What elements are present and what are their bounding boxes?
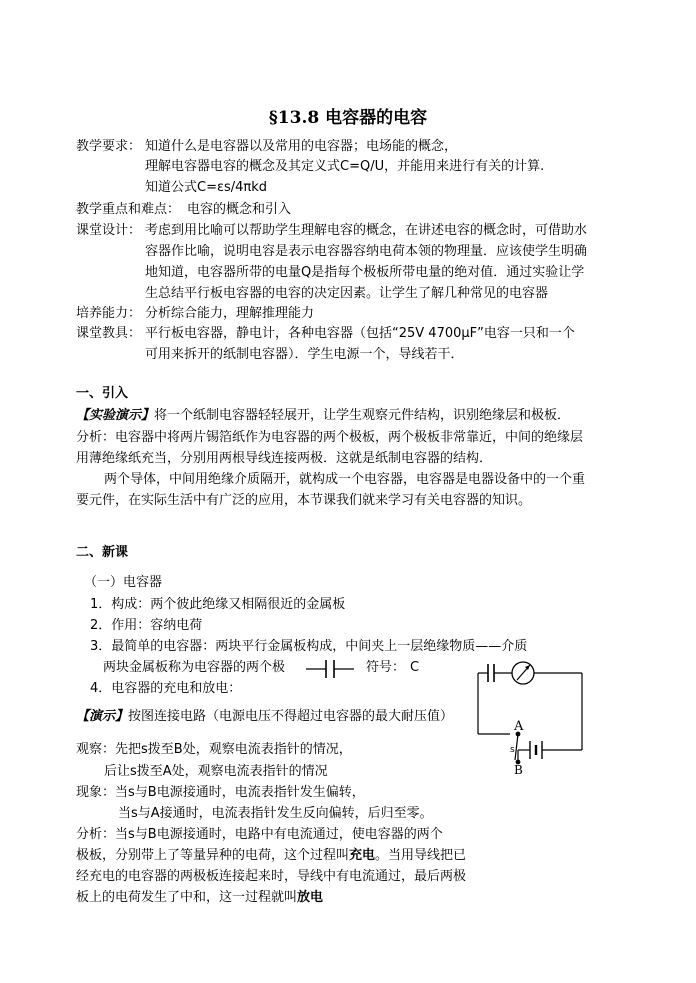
design-line-3: 地知道，电容器所带的电量Q是指每个极板所带电量的绝对值．通过实验让学: [145, 265, 585, 280]
battery-icon: [530, 741, 542, 759]
analysis2-line-2: [76, 848, 466, 864]
design-line-4: 生总结平行板电容器的电容的决定因素。让学生了解几种常见的电容器: [145, 286, 549, 301]
item-2: 2．作用：容纳电荷: [90, 618, 203, 633]
item-3-continued: 两块金属板称为电容器的两个极: [103, 660, 286, 675]
item-4: 4．电容器的充电和放电：: [90, 681, 242, 696]
tools-line-2: 可用来拆开的纸制电容器）．学生电源一个，导线若干．: [145, 347, 464, 362]
requirements-line-2: 理解电容器电容的概念及其定义式C=Q/U，并能用来进行有关的计算.: [145, 159, 545, 174]
phenomenon-line-2: 当s与A接通时，电流表指针发生反向偏转，后归至零。: [118, 806, 433, 821]
demo-paragraph: [76, 408, 570, 424]
discharge-term: 放电: [297, 890, 324, 905]
demo2-tag: 【演示】: [76, 709, 129, 724]
demo-text: 将一个纸制电容器轻轻展开，让学生观察元件结构，识别绝缘层和极板．: [154, 408, 571, 423]
galvanometer-icon: [512, 662, 534, 684]
analysis-line-2: 用薄绝缘纸充当，分别用两根导线连接两极．这就是纸制电容器的结构．: [76, 451, 493, 466]
label-s: s: [510, 745, 515, 755]
newlesson-heading: 二、新课: [76, 545, 129, 560]
circuit-diagram: [470, 650, 590, 780]
requirements-label: 教学要求：: [76, 139, 142, 154]
design-label: 课堂设计：: [76, 223, 142, 238]
item-3: 3．最简单的电容器：两块平行金属板构成，中间夹上一层绝缘物质——介质: [90, 639, 528, 654]
demo2-text: 按图连接电路（电源电压不得超过电容器的最大耐压值）: [128, 709, 454, 724]
key-points-label: 教学重点和难点：: [76, 202, 181, 217]
analysis-line-1: 分析：电容器中将两片锡箔纸作为电容器的两个极板，两个极板非常靠近，中间的绝缘层: [76, 430, 584, 445]
circuit-capacitor-icon: [488, 664, 494, 682]
page-title: §13.8 电容器的电容: [268, 108, 428, 128]
tools-line-1: 平行板电容器，静电计，各种电容器（包括“25V 4700μF”电容一只和一个: [145, 326, 575, 341]
label-a: A: [514, 719, 524, 734]
demo2-paragraph: [76, 709, 453, 725]
intro-para-line-2: 要元件，在实际生活中有广泛的应用，本节课我们就来学习有关电容器的知识。: [76, 493, 532, 508]
analysis2-line-3: 经充电的电容器的两极板连接起来时，导线中有电流通过，最后两极: [76, 869, 467, 884]
demo-tag: 【实验演示】: [76, 408, 155, 423]
analysis2-line-1: 分析：当s与B电源接通时，电路中有电流通过，使电容器的两个: [76, 827, 443, 842]
design-line-2: 容器作比喻，说明电容是表示电容器容纳电荷本领的物理量．应该使学生明确: [145, 244, 588, 259]
subsection-title: （一）电容器: [84, 575, 163, 590]
observe-line-2: 后让s拨至A处，观察电流表指针的情况: [104, 764, 328, 779]
charge-term: 充电: [349, 848, 376, 863]
intro-heading: 一、引入: [76, 386, 129, 401]
requirements-line-3: 知道公式C=εs/4πkd: [145, 180, 268, 195]
analysis2-line-4-text: 板上的电荷发生了中和，这一过程就叫: [76, 890, 298, 905]
analysis2-line-2-end: 。当用导线把已: [375, 848, 467, 863]
key-points-text: 电容的概念和引入: [187, 202, 292, 217]
design-line-1: 考虑到用比喻可以帮助学生理解电容的概念，在讲述电容的概念时，可借助水: [145, 223, 588, 238]
analysis2-line-4: [76, 890, 323, 906]
intro-para-line-1: 两个导体，中间用绝缘介质隔开，就构成一个电容器，电容器是电器设备中的一个重: [104, 472, 586, 487]
label-b: B: [514, 763, 523, 777]
capacitor-symbol-icon: [306, 658, 356, 680]
requirements-line-1: 知道什么是电容器以及常用的电容器；电场能的概念，: [145, 139, 458, 154]
tools-label: 课堂教具：: [76, 326, 142, 341]
analysis2-line-2-text: 极板，分别带上了等量异种的电荷，这个过程叫: [76, 848, 350, 863]
ability-text: 分析综合能力，理解推理能力: [145, 306, 315, 321]
ability-label: 培养能力：: [76, 306, 142, 321]
symbol-label: 符号：: [366, 660, 406, 675]
phenomenon-line-1: 现象：当s与B电源接通时，电流表指针发生偏转，: [76, 785, 365, 800]
item-1: 1．构成：两个彼此绝缘又相隔很近的金属板: [90, 597, 346, 612]
observe-line-1: 观察：先把s拨至B处，观察电流表指针的情况，: [76, 742, 352, 757]
symbol-value: C: [410, 660, 420, 675]
